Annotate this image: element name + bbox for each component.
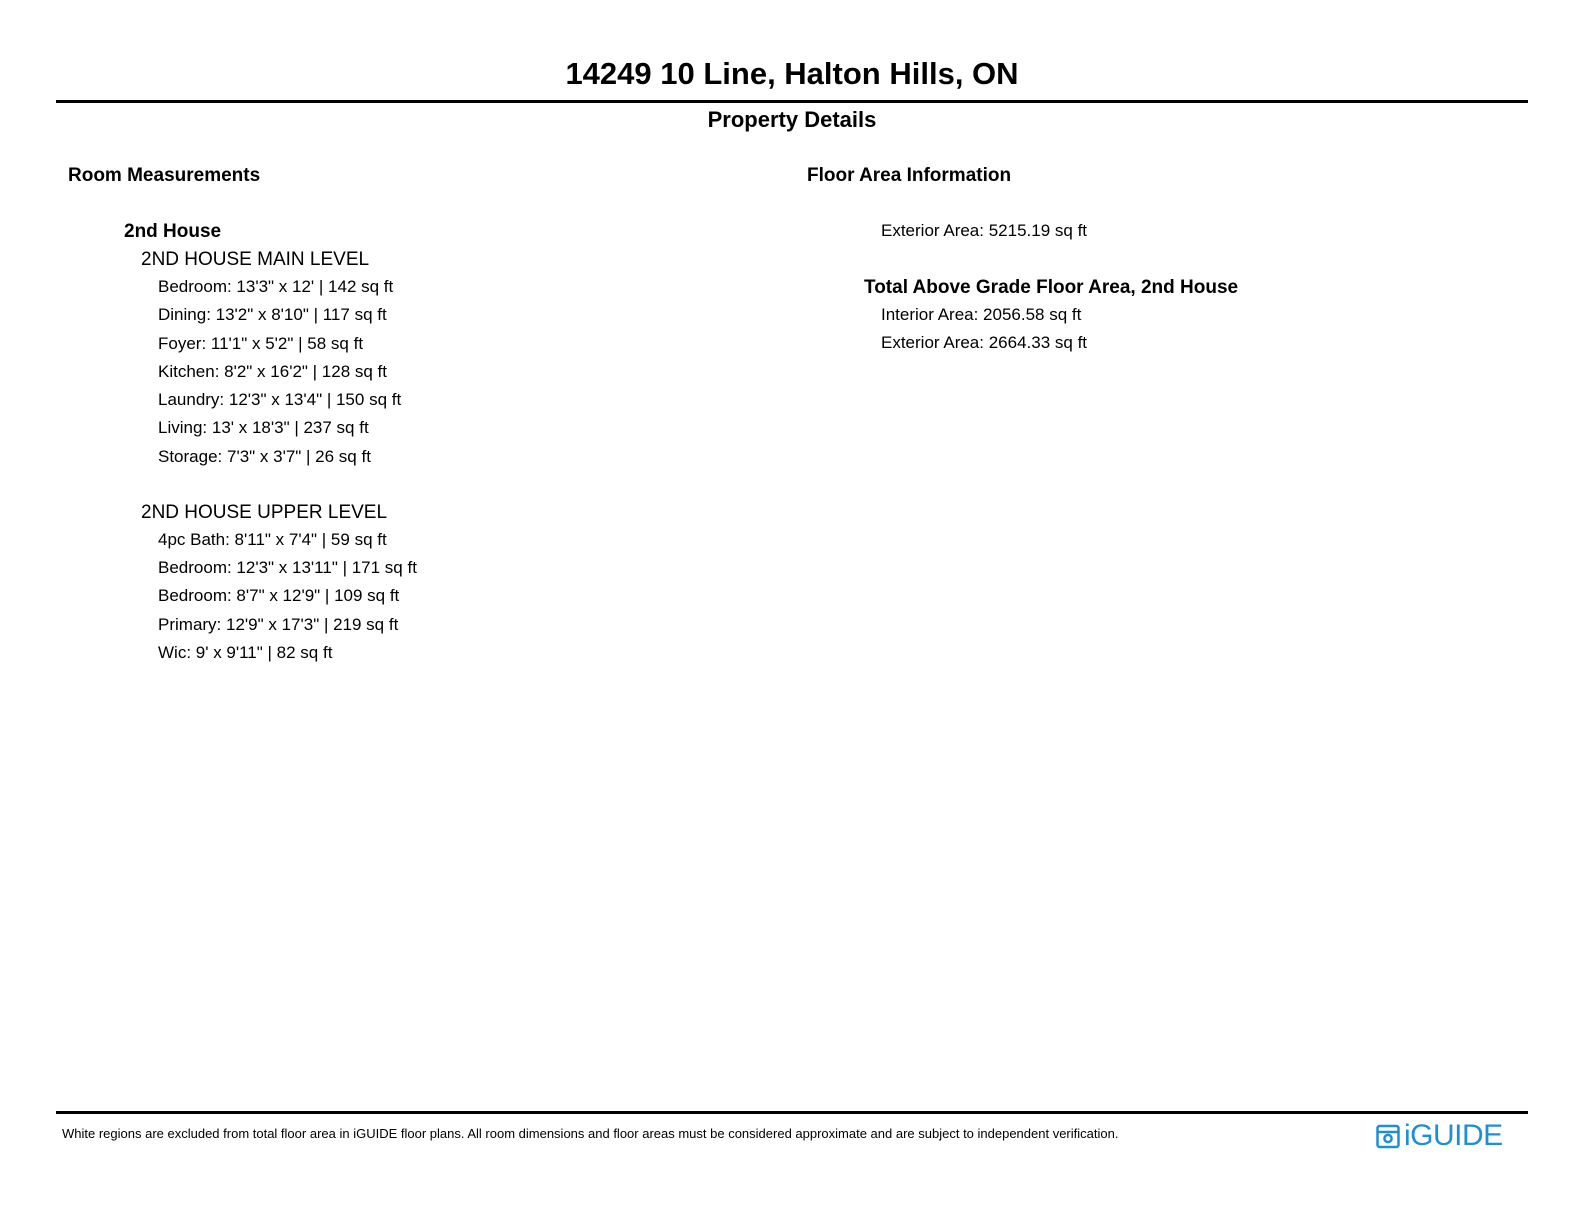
room-measurements-heading: Room Measurements — [68, 165, 261, 186]
iguide-logo — [1376, 1118, 1503, 1154]
level-name: 2ND HOUSE MAIN LEVEL — [141, 249, 370, 270]
room-item: Laundry: 12'3" x 13'4" | 150 sq ft — [158, 390, 402, 409]
page-subtitle: Property Details — [707, 107, 877, 132]
floor-area-column — [864, 220, 1524, 360]
room-item: Kitchen: 8'2" x 16'2" | 128 sq ft — [158, 361, 388, 381]
camera-icon — [1376, 1123, 1400, 1149]
room-measurements-column — [124, 220, 744, 670]
area-block-2nd-house — [864, 276, 1524, 360]
header-divider — [56, 100, 1528, 103]
room-item: Living: 13' x 18'3" | 237 sq ft — [158, 418, 369, 438]
level-upper — [141, 501, 744, 670]
area-block-total — [864, 220, 1524, 248]
room-item: Bedroom: 12'3" x 13'11" | 171 sq ft — [158, 558, 417, 577]
room-item: Bedroom: 8'7" x 12'9" | 109 sq ft — [158, 586, 400, 606]
logo-text: iGUIDE — [1404, 1119, 1503, 1152]
floor-area-heading: Floor Area Information — [807, 165, 1012, 186]
level-main — [141, 248, 744, 474]
room-item: Wic: 9' x 9'11" | 82 sq ft — [158, 642, 333, 662]
area-block-title: Total Above Grade Floor Area, 2nd House — [864, 277, 1239, 298]
area-line: Interior Area: 2056.58 sq ft — [881, 305, 1082, 324]
footer-disclaimer: White regions are excluded from total floor area in iGUIDE floor plans. All room dimensions and floor areas must be considered approximate and are subject to independent verification. — [62, 1126, 1119, 1141]
room-item: Dining: 13'2" x 8'10" | 117 sq ft — [158, 305, 387, 325]
room-item: Bedroom: 13'3" x 12' | 142 sq ft — [158, 277, 394, 296]
room-item: Primary: 12'9" x 17'3" | 219 sq ft — [158, 614, 399, 634]
page-title: 14249 10 Line, Halton Hills, ON — [565, 56, 1019, 91]
room-item: 4pc Bath: 8'11" x 7'4" | 59 sq ft — [158, 529, 387, 549]
area-line: Exterior Area: 5215.19 sq ft — [881, 221, 1088, 240]
room-item: Foyer: 11'1" x 5'2" | 58 sq ft — [158, 333, 364, 353]
section-name: 2nd House — [124, 221, 222, 242]
level-name: 2ND HOUSE UPPER LEVEL — [141, 501, 388, 523]
area-line: Exterior Area: 2664.33 sq ft — [881, 333, 1088, 352]
footer-divider — [56, 1111, 1528, 1114]
room-item: Storage: 7'3" x 3'7" | 26 sq ft — [158, 446, 371, 466]
